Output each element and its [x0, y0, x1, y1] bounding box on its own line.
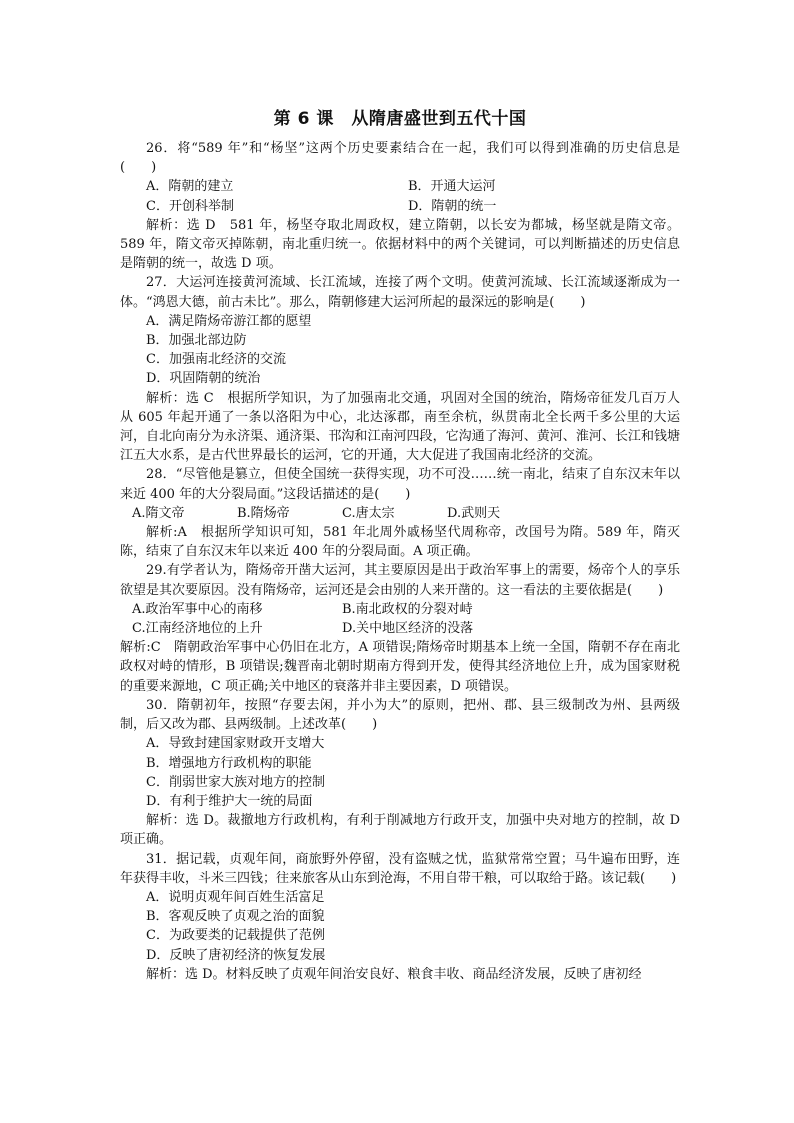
option-a: A．导致封建国家财政开支增大 — [146, 736, 325, 752]
question-analysis: 解析：选 D。裁撤地方行政机构，有利于削减地方行政开支，加强中央对地方的控制，故 D 项正确。 — [120, 813, 680, 848]
question-28 — [120, 465, 680, 561]
option-b: B．开通大运河 — [408, 179, 496, 195]
question-options — [120, 600, 680, 638]
question-analysis: 解析：选 C 根据所学知识，为了加强南北交通，巩固对全国的统治，隋炀帝征发几百万人从 605 年起开通了一条以洛阳为中心，北达涿郡，南至余杭，纵贯南北全长两千多公里的大运河，自北向南分为永济渠、通济渠、邗沟和江南河四段，它沟通了海河、黄河、淮河、长江和钱塘江五大水系，是古代世界最长的运河，它的开通，大大促进了我国南北经济的交流。 — [120, 390, 680, 464]
option-a: A．隋朝的建立 — [146, 179, 234, 195]
option-d: D．隋朝的统一 — [408, 198, 497, 214]
question-options — [120, 312, 680, 389]
option-c: C.唐太宗 — [342, 505, 395, 521]
question-30 — [120, 696, 680, 850]
option-a: A．说明贞观年间百姓生活富足 — [146, 889, 325, 905]
option-d: D.关中地区经济的没落 — [342, 621, 474, 637]
option-c: C．开创科举制 — [146, 198, 234, 214]
option-b: B.南北政权的分裂对峙 — [342, 601, 473, 617]
option-b: B．加强北部边防 — [146, 333, 247, 349]
option-b: B.隋炀帝 — [237, 505, 290, 521]
question-stem: 29.有学者认为，隋炀帝开凿大运河，其主要原因是出于政治军事上的需要，炀帝个人的享乐欲望是其次要原因。没有隋炀帝，运河还是会由别的人来开凿的。这一看法的主要依据是( ) — [120, 563, 680, 598]
question-options — [120, 177, 680, 215]
option-c: C．加强南北经济的交流 — [146, 352, 286, 368]
option-d: D．有利于维护大一统的局面 — [146, 793, 313, 809]
question-29 — [120, 561, 680, 695]
option-a: A.政治军事中心的南移 — [132, 601, 263, 617]
document-page — [120, 104, 680, 984]
option-b: B．增强地方行政机构的职能 — [146, 755, 312, 771]
option-d: D．反映了唐初经济的恢复发展 — [146, 947, 326, 963]
option-c: C．削弱世家大族对地方的控制 — [146, 774, 325, 790]
question-stem: 27．大运河连接黄河流域、长江流域，连接了两个文明。使黄河流域、长江流域逐渐成为一体。“鸿恩大德，前古未比”。那么，隋朝修建大运河所起的最深远的影响是( ) — [120, 275, 680, 310]
question-options — [120, 734, 680, 811]
question-31 — [120, 850, 680, 984]
question-analysis: 解析:A 根据所学知识可知，581 年北周外戚杨坚代周称帝，改国号为隋。589 年，隋灭陈，结束了自东汉末年以来近 400 年的分裂局面。A 项正确。 — [120, 525, 680, 560]
question-stem: 31．据记载，贞观年间，商旅野外停留，没有盗贼之忧，监狱常常空置；马牛遍布田野，连年获得丰收，斗米三四钱；往来旅客从山东到沧海，不用自带干粮，可以取给于路。该记载( ) — [120, 851, 680, 886]
question-27 — [120, 273, 680, 465]
option-d: D.武则天 — [447, 505, 501, 521]
question-analysis: 解析：选 D。材料反映了贞观年间治安良好、粮食丰收、商品经济发展，反映了唐初经 — [146, 966, 642, 982]
option-c: C.江南经济地位的上升 — [132, 621, 263, 637]
option-c: C．为政要类的记载提供了范例 — [146, 928, 325, 944]
question-analysis: 解析：选 D 581 年，杨坚夺取北周政权，建立隋朝，以长安为都城，杨坚就是隋文帝。589 年，隋文帝灭掉陈朝，南北重归统一。依据材料中的两个关键词，可以判断描述的历史信息是隋朝的统一，故选 D 项。 — [120, 217, 680, 272]
option-a: A.隋文帝 — [132, 505, 185, 521]
question-analysis: 解析:C 隋朝政治军事中心仍旧在北方，A 项错误;隋炀帝时期基本上统一全国，隋朝不存在南北政权对峙的情形，B 项错误;魏晋南北朝时期南方得到开发，使得其经济地位上升，成为国家财税的重要来源地，C 项正确;关中地区的衰落并非主要因素，D 项错误。 — [120, 640, 680, 694]
question-options — [120, 504, 680, 523]
question-stem: 30．隋朝初年，按照“存要去闲，并小为大”的原则，把州、郡、县三级制改为州、县两级制，后又改为郡、县两级制。上述改革( ) — [120, 697, 680, 733]
question-options — [120, 888, 680, 965]
option-a: A．满足隋炀帝游江都的愿望 — [146, 313, 312, 329]
page-title: 第 6 课 从隋唐盛世到五代十国 — [273, 109, 527, 129]
question-stem: 28．“尽管他是篡立，但使全国统一获得实现，功不可没……统一南北，结束了自东汉末年以来近 400 年的大分裂局面。”这段话描述的是( ) — [120, 467, 680, 502]
question-stem: 26．将“589 年”和“杨坚”这两个历史要素结合在一起，我们可以得到准确的历史信息是( ) — [120, 141, 680, 176]
option-b: B．客观反映了贞观之治的面貌 — [146, 909, 325, 925]
question-26 — [120, 139, 680, 273]
option-d: D．巩固隋朝的统治 — [146, 371, 261, 387]
